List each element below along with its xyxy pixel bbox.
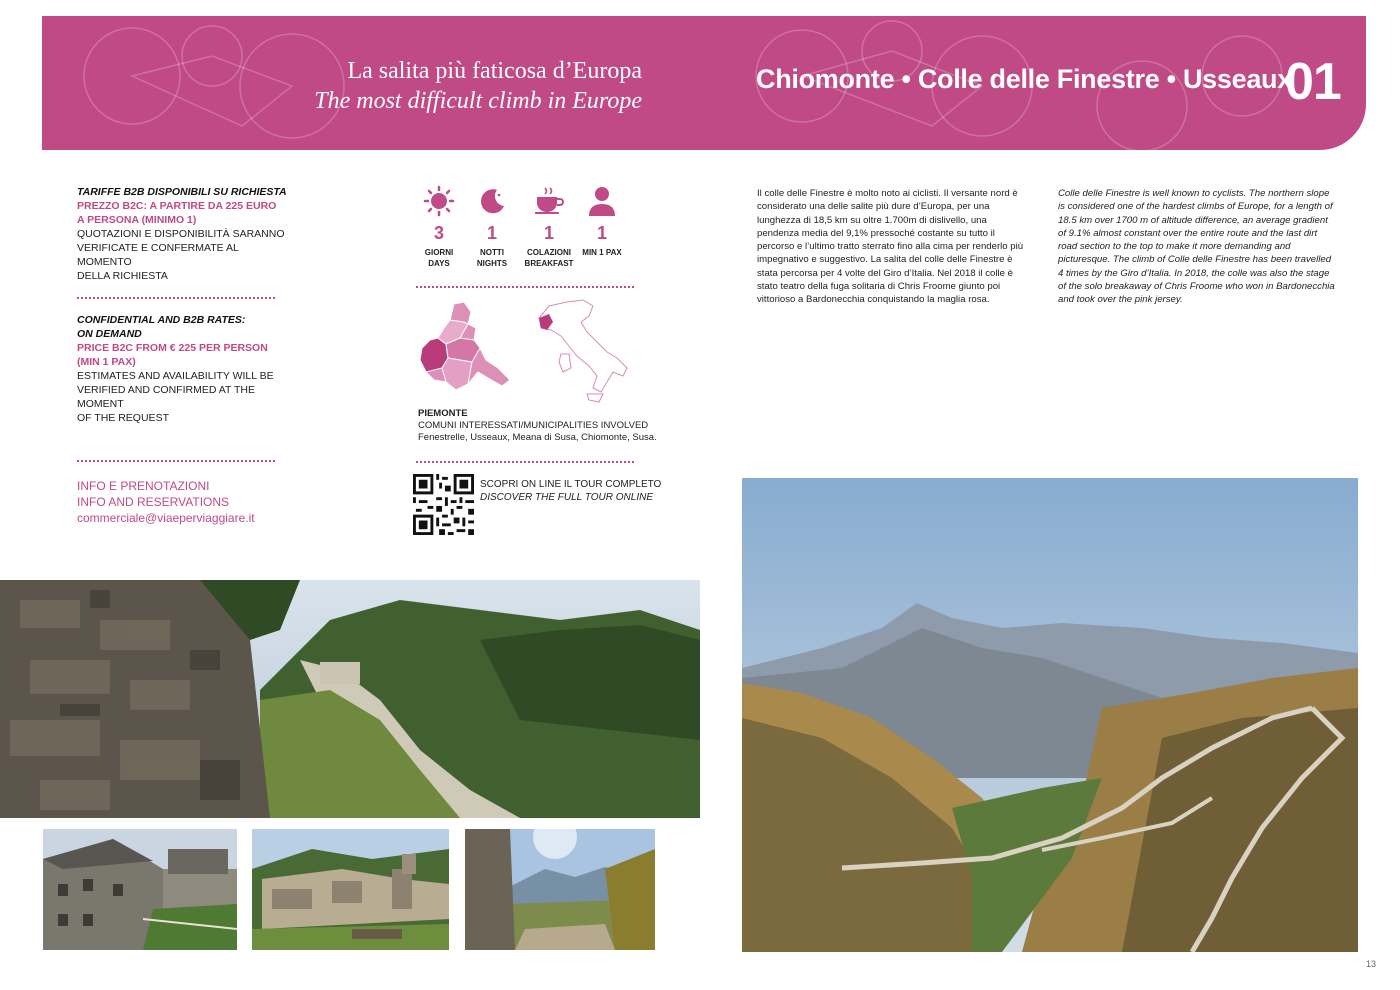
page-title: Chiomonte • Colle delle Finestre • Usseaux [756, 64, 1292, 94]
municipalities-list: Fenestrelle, Usseaux, Meana di Susa, Chiomonte, Susa. [418, 432, 657, 443]
stat-label-en: NIGHTS [476, 259, 508, 268]
price-it-line1: PREZZO B2C: A PARTIRE DA 225 EURO [77, 200, 277, 212]
stat-min-pax [576, 183, 628, 258]
stat-label-en: DAYS [428, 259, 450, 268]
tour-number: 01 [1285, 53, 1341, 111]
price-en-line1: PRICE B2C FROM € 225 PER PERSON [77, 342, 268, 354]
stat-label-it: GIORNI [424, 248, 454, 257]
description-english: Colle delle Finestre is well known to cyclists. The northern slope is considered one of the hardest climbs of Europe, for a length of 18.5 km over 1700 m of altitude difference, an average gradient of 9.1% almost constant over the entire route and the last dirt road section to the top to make it more demanding and picturesque. The climb of Colle delle Finestre has been travelled 4 times by the Giro d’Italia. In 2018, the colle was also the stage of the solo breakaway of Chris Froome who won in Bardonecchia and took over the pink jersey. [1058, 188, 1335, 306]
qr-text-it: SCOPRI ON LINE IL TOUR COMPLETO [480, 479, 662, 490]
italy-map [527, 296, 632, 406]
region-name: PIEMONTE [418, 408, 468, 419]
region-block [418, 408, 678, 444]
info-label-it: INFO E PRENOTAZIONI [77, 479, 210, 493]
note-en-line3: OF THE REQUEST [77, 412, 169, 424]
coffee-cup-icon [523, 183, 575, 219]
price-it-line2: A PERSONA (MINIMO 1) [77, 214, 197, 226]
page-number: 13 [1366, 959, 1377, 969]
header-subtitle [82, 56, 642, 116]
photo-fortress-wall [0, 580, 700, 818]
stat-breakfast [523, 183, 575, 269]
stat-value: 1 [543, 223, 554, 243]
note-it-line2: VERIFICATE E CONFERMATE AL MOMENTO [77, 242, 239, 268]
qr-code[interactable] [413, 474, 474, 535]
price-en-line2: (MIN 1 PAX) [77, 356, 136, 368]
rates-block [77, 185, 292, 425]
subtitle-english: The most difficult climb in Europe [314, 88, 642, 114]
email-link[interactable]: commerciale@viaeperviaggiare.it [77, 511, 255, 525]
description-italian: Il colle delle Finestre è molto noto ai ciclisti. Il versante nord è considerato una delle salite più dure d’Europa, per una lunghezza di 18,5 km su oltre 1.700m di dislivello, una pendenza media del 9,1% pressoché costante su tutto il percorso e l’ultimo tratto sterrato fino alla cima per renderlo più impegnativo e suggestivo. La salita del colle delle Finestre è stata percorsa per 4 volte del Giro d’Italia. Nel 2018 il colle è stato teatro della fuga solitaria di Chris Froome giunto poi vittorioso a Bardonecchia conquistando la maglia rosa. [757, 188, 1024, 306]
photo-mountain-view [465, 829, 655, 950]
note-it-line3: DELLA RICHIESTA [77, 270, 168, 282]
stat-value: 1 [486, 223, 497, 243]
municipalities-label: COMUNI INTERESSATI/MUNICIPALITIES INVOLVED [418, 420, 649, 431]
sun-icon [413, 183, 465, 219]
divider [416, 461, 634, 463]
subtitle-italian: La salita più faticosa d’Europa [347, 58, 642, 84]
qr-text-en: DISCOVER THE FULL TOUR ONLINE [480, 492, 653, 503]
note-en-line2: VERIFIED AND CONFIRMED AT THE MOMENT [77, 384, 255, 410]
stat-value: 3 [433, 223, 444, 243]
stat-label-it: MIN 1 PAX [582, 248, 622, 257]
photo-stone-building [43, 829, 237, 950]
note-en-line1: ESTIMATES AND AVAILABILITY WILL BE [77, 370, 274, 382]
photo-colle-delle-finestre-road [742, 478, 1358, 952]
rates-heading-it: TARIFFE B2B DISPONIBILI SU RICHIESTA [77, 186, 287, 198]
stat-label-it: COLAZIONI [527, 248, 571, 257]
rates-heading-en1: CONFIDENTIAL AND B2B RATES: [77, 314, 246, 326]
info-label-en: INFO AND RESERVATIONS [77, 495, 230, 509]
stat-value: 1 [596, 223, 607, 243]
stat-nights [466, 183, 518, 269]
person-icon [576, 183, 628, 219]
qr-caption [480, 478, 661, 504]
info-block [77, 478, 255, 526]
moon-icon [466, 183, 518, 219]
piemonte-map [416, 298, 516, 403]
stat-label-en: BREAKFAST [524, 259, 574, 268]
photo-fortress-terraces [252, 829, 449, 950]
divider [77, 297, 275, 299]
rates-heading-en2: ON DEMAND [77, 328, 142, 340]
divider [77, 460, 275, 462]
note-it-line1: QUOTAZIONI E DISPONIBILITÀ SARANNO [77, 228, 285, 240]
divider [416, 286, 634, 288]
stat-label-it: NOTTI [480, 248, 504, 257]
stat-days [413, 183, 465, 269]
